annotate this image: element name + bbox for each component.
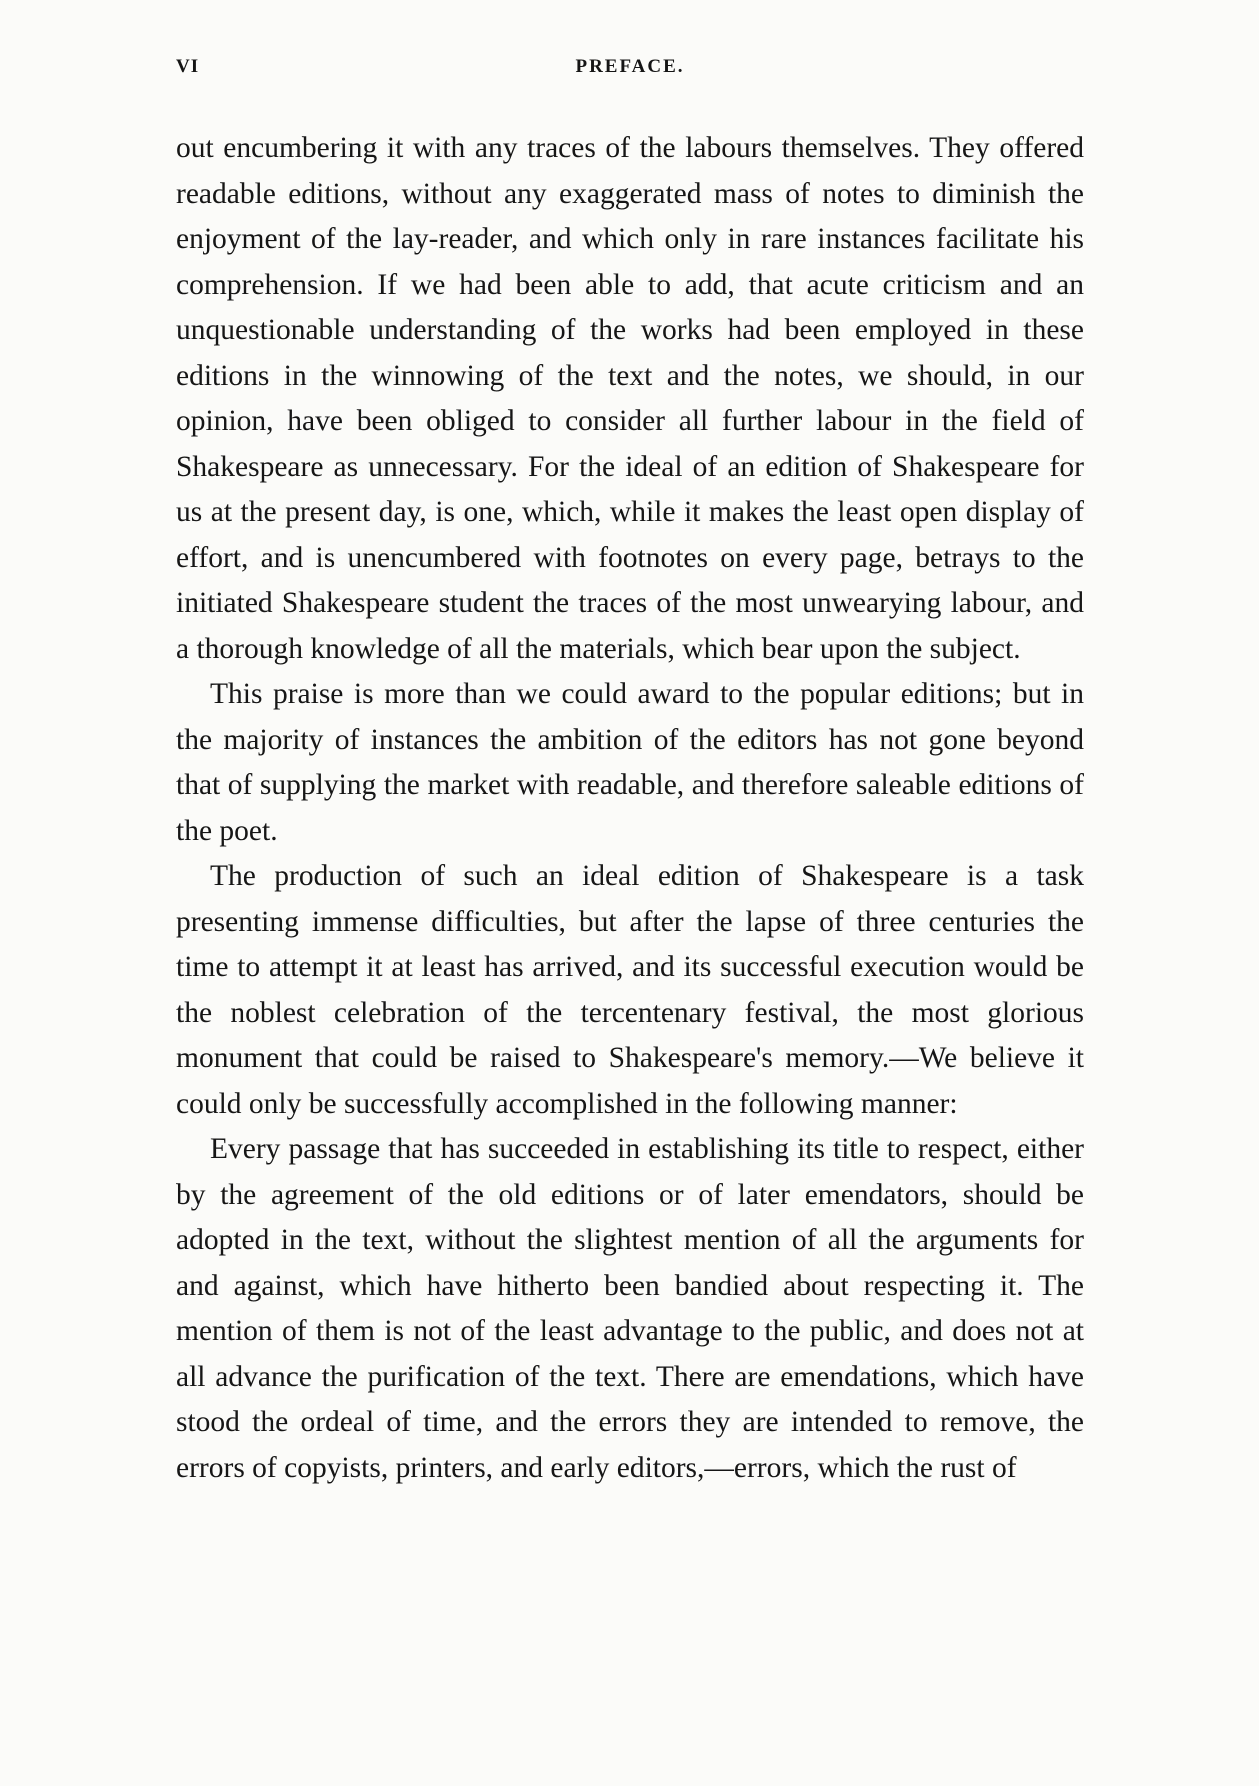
paragraph: This praise is more than we could award to the popular editions; but in the majority of instances the ambition of the editors has not gone beyond that of supplying the market with readable, and therefore saleable editions of the poet. [176, 678, 1084, 847]
page-number: VI [176, 56, 200, 77]
running-title: PREFACE. [575, 56, 685, 77]
body-text [176, 126, 1084, 1491]
paragraph: Every passage that has succeeded in establishing its title to respect, either by the agreement of the old editions or of later emendators, should be adopted in the text, without the slightest mention of all the arguments for and against, which have hitherto been bandied about respecting it. The mention of them is not of the least advantage to the public, and does not at all advance the purification of the text. There are emendations, which have stood the ordeal of time, and the errors they are intended to remove, the errors of copyists, printers, and early editors,—errors, which the rust of [176, 1133, 1084, 1484]
paragraph-continuation: out encumbering it with any traces of the labours themselves. They offered readable editions, without any exaggerated mass of notes to diminish the enjoyment of the lay-reader, and which only in rare instances facilitate his comprehension. If we had been able to add, that acute criticism and an unquestionable understanding of the works had been employed in these editions in the winnowing of the text and the notes, we should, in our opinion, have been obliged to consider all further labour in the field of Shakespeare as unnecessary. For the ideal of an edition of Shakespeare for us at the present day, is one, which, while it makes the least open display of effort, and is unencumbered with footnotes on every page, betrays to the initiated Shakespeare student the traces of the most unwearying labour, and a thorough knowledge of all the materials, which bear upon the subject. [176, 132, 1084, 665]
paragraph: The production of such an ideal edition of Shakespeare is a task presenting immense difficulties, but after the lapse of three centuries the time to attempt it at least has arrived, and its successful execution would be the noblest celebration of the tercentenary festival, the most glorious monument that could be raised to Shakespeare's memory.—We believe it could only be successfully accomplished in the following manner: [176, 860, 1084, 1120]
running-head [176, 56, 1084, 82]
